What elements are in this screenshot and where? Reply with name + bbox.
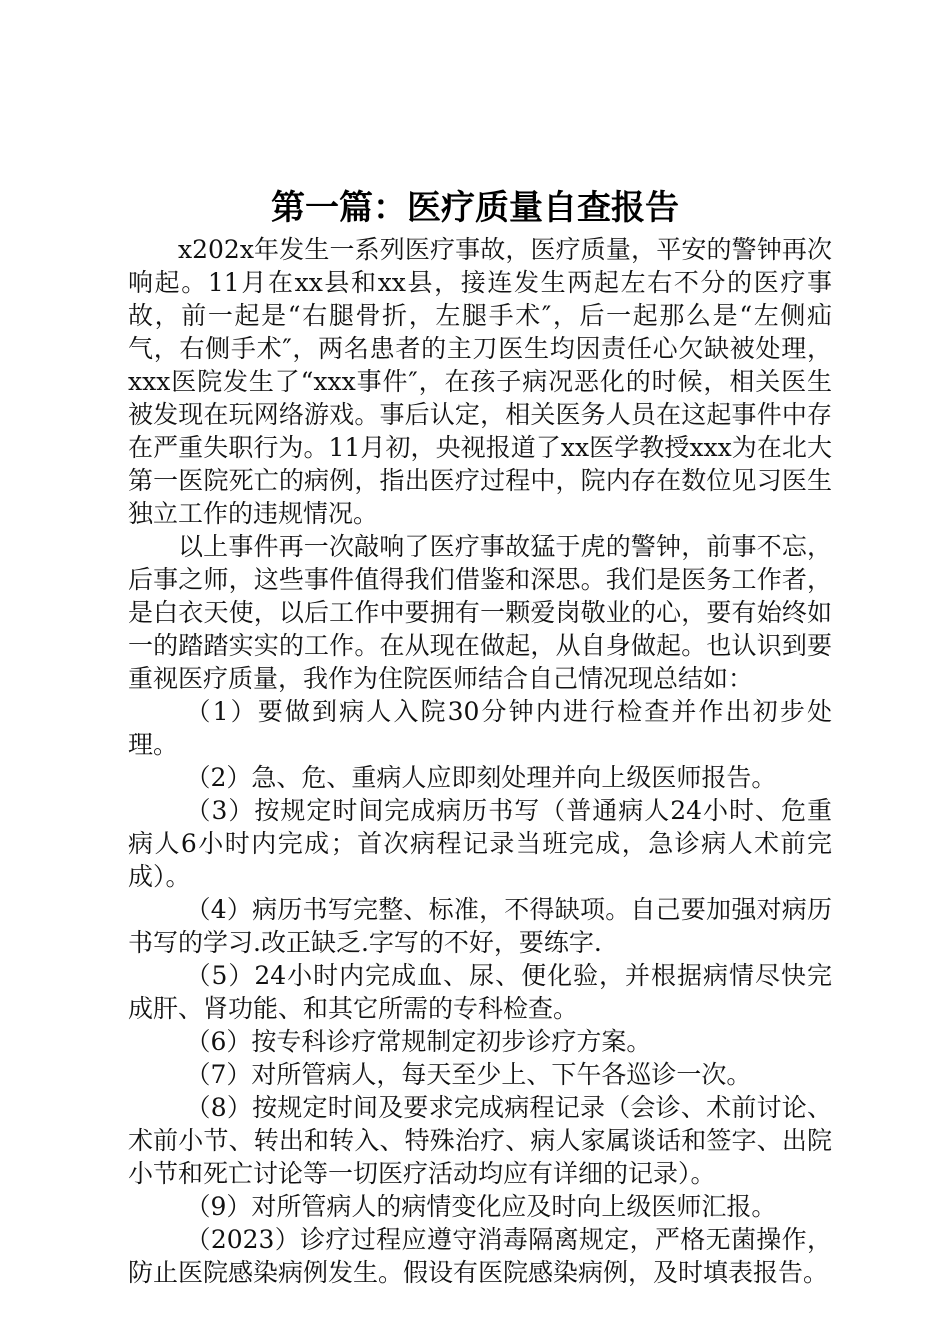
- list-item: （8）按规定时间及要求完成病程记录（会诊、术前讨论、术前小节、转出和转入、特殊治疗、病人家属谈话和签字、出院小节和死亡讨论等一切医疗活动均应有详细的记录）。: [128, 1093, 832, 1188]
- list-item: （3）按规定时间完成病历书写（普通病人24小时、危重病人6小时内完成；首次病程记录当班完成，急诊病人术前完成）。: [128, 796, 832, 891]
- document-title: 第一篇：医疗质量自查报告: [271, 188, 679, 228]
- list-item: （9）对所管病人的病情变化应及时向上级医师汇报。: [185, 1192, 777, 1221]
- list-item: （6）按专科诊疗常规制定初步诊疗方案。: [185, 1027, 652, 1056]
- list-item: （1）要做到病人入院30分钟内进行检查并作出初步处理。: [128, 697, 832, 759]
- list-item: （2）急、危、重病人应即刻处理并向上级医师报告。: [185, 763, 777, 792]
- paragraph: 以上事件再一次敲响了医疗事故猛于虎的警钟，前事不忘，后事之师，这些事件值得我们借鉴和深思。我们是医务工作者，是白衣天使，以后工作中要拥有一颗爱岗敬业的心，要有始终如一的踏踏实实的工作。在从现在做起，从自身做起。也认识到要重视医疗质量，我作为住院医师结合自己情况现总结如：: [128, 532, 832, 693]
- paragraph: x202x年发生一系列医疗事故，医疗质量，平安的警钟再次响起。11月在xx县和xx县，接连发生两起左右不分的医疗事故，前一起是“右腿骨折，左腿手术″，后一起那么是“左侧疝气，右侧手术″，两名患者的主刀医生均因责任心欠缺被处理，xxx医院发生了“xxx事件″，在孩子病况恶化的时候，相关医生被发现在玩网络游戏。事后认定，相关医务人员在这起事件中存在严重失职行为。11月初，央视报道了xx医学教授xxx为在北大第一医院死亡的病例，指出医疗过程中，院内存在数位见习医生独立工作的违规情况。: [128, 235, 832, 528]
- list-item: （4）病历书写完整、标准，不得缺项。自己要加强对病历书写的学习.改正缺乏.字写的不好，要练字.: [128, 895, 832, 957]
- list-item: （7）对所管病人，每天至少上、下午各巡诊一次。: [185, 1060, 752, 1089]
- list-item: （2023）诊疗过程应遵守消毒隔离规定，严格无菌操作，防止医院感染病例发生。假设有医院感染病例，及时填表报告。: [128, 1225, 832, 1287]
- document-body: [128, 233, 832, 1289]
- list-item: （5）24小时内完成血、尿、便化验，并根据病情尽快完成肝、肾功能、和其它所需的专科检查。: [128, 961, 832, 1023]
